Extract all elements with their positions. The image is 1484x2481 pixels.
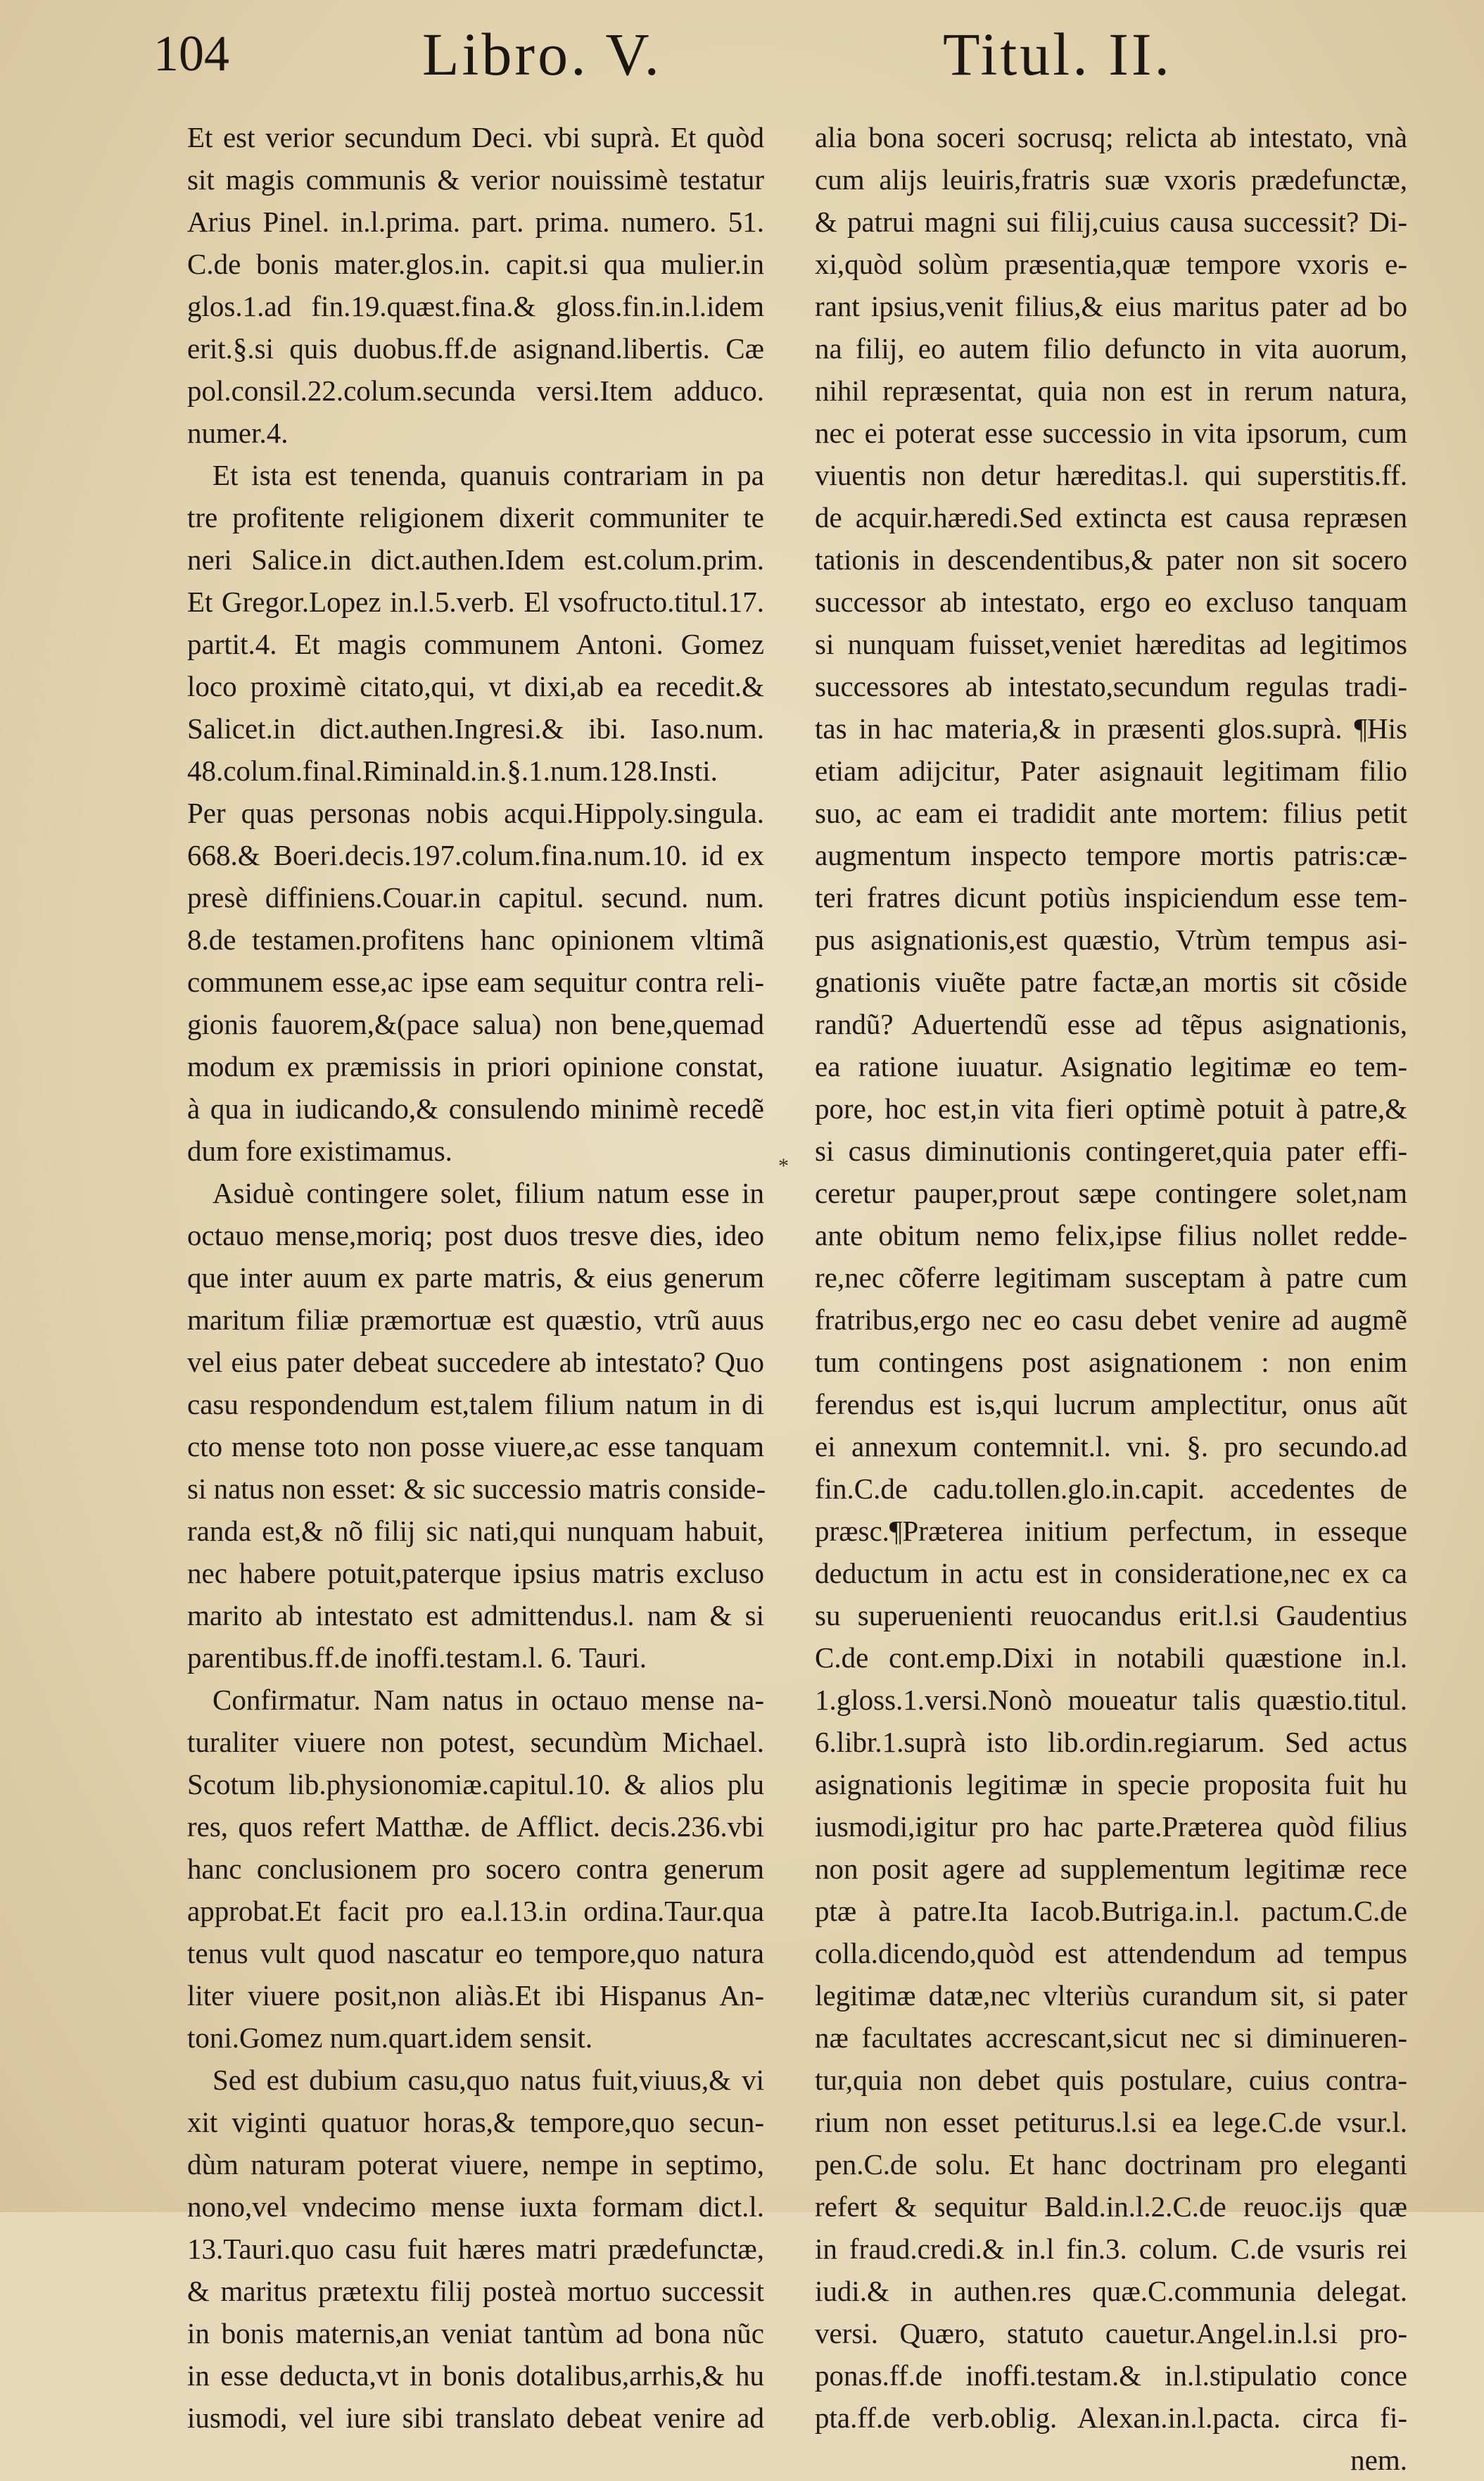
text-line: in fraud.credi.& in.l fin.3. colum. C.de vsuris rei xyxy=(815,2233,1407,2265)
text-line: Confirmatur. Nam natus in octauo mense na- xyxy=(213,1684,764,1716)
text-line: randũ? Aduertendũ esse ad tẽpus asignationis, xyxy=(815,1008,1407,1040)
text-line: dùm naturam poterat viuere, nempe in septimo, xyxy=(187,2148,764,2180)
text-line: Scotum lib.physionomiæ.capitul.10. & alios plu xyxy=(187,1768,764,1800)
text-line: fin.C.de cadu.tollen.glo.in.capit. accedentes de xyxy=(815,1472,1407,1505)
text-line: erit.§.si quis duobus.ff.de asignand.libertis. Cæ xyxy=(187,332,764,365)
running-header-title: Titul. II. xyxy=(943,20,1172,88)
text-line: successores ab intestato,secundum regulas tradi- xyxy=(815,670,1407,702)
text-line: toni.Gomez num.quart.idem sensit. xyxy=(187,2021,593,2054)
text-line: teri fratres dicunt potiùs inspiciendum esse tem- xyxy=(815,881,1407,914)
text-line: & maritus prætextu filij posteà mortuo successit xyxy=(187,2275,764,2307)
text-line: randa est,& nõ filij sic nati,qui nunquam habuit, xyxy=(187,1515,764,1547)
text-line: hanc conclusionem pro socero contra generum xyxy=(187,1852,764,1885)
text-line: pus asignationis,est quæstio, Vtrùm tempus asi- xyxy=(815,923,1407,956)
text-line: deductum in actu est in consideratione,nec ex ca xyxy=(815,1557,1407,1589)
text-line: neri Salice.in dict.authen.Idem est.colum.prim. xyxy=(187,543,764,576)
text-line: xi,quòd solùm præsentia,quæ tempore vxoris e- xyxy=(815,248,1407,280)
text-line: de acquir.hæredi.Sed extincta est causa repræsen xyxy=(815,501,1407,534)
text-line: tum contingens post asignationem : non enim xyxy=(815,1346,1407,1378)
text-line: pol.consil.22.colum.secunda versi.Item adduco. xyxy=(187,374,764,407)
text-line: Et ista est tenenda, quanuis contrariam in pa xyxy=(213,459,764,491)
text-line: tas in hac materia,& in præsenti glos.suprà. ¶His xyxy=(815,712,1407,745)
text-line: viuentis non detur hæreditas.l. qui superstitis.ff. xyxy=(815,459,1407,491)
text-line: legitimæ datæ,nec vlteriùs curandum sit, si pater xyxy=(815,1979,1407,2012)
text-line: nec ei poterat esse successio in vita ipsorum, cum xyxy=(815,417,1407,449)
text-line: maritum filiæ præmortuæ est quæstio, vtrũ auus xyxy=(187,1303,764,1336)
text-line: rant ipsius,venit filius,& eius maritus pater ad bo xyxy=(815,290,1407,322)
text-line: tur,quia non debet quis postulare, cuius contra- xyxy=(815,2064,1407,2096)
text-line: 48.colum.final.Riminald.in.§.1.num.128.Insti. xyxy=(187,755,718,787)
text-line: suo, ac eam ei tradidit ante mortem: filius petit xyxy=(815,797,1407,829)
text-line: 8.de testamen.profitens hanc opinionem vltimã xyxy=(187,923,764,956)
text-line: tre profitente religionem dixerit communiter te xyxy=(187,501,764,534)
text-line: à qua in iudicando,& consulendo minimè recedẽ xyxy=(187,1092,764,1125)
text-line: sit magis communis & verior nouissimè testatur xyxy=(187,163,764,196)
text-line: res, quos refert Matthæ. de Afflict. decis.236.vbi xyxy=(187,1810,764,1843)
text-line: casu respondendum est,talem filium natum in di xyxy=(187,1388,764,1420)
text-line: augmentum inspecto tempore mortis patris:cæ- xyxy=(815,839,1407,871)
text-line: parentibus.ff.de inoffi.testam.l. 6. Tauri. xyxy=(187,1641,647,1674)
text-line: si nunquam fuisset,veniet hæreditas ad legitimos xyxy=(815,628,1407,660)
text-line: Sed est dubium casu,quo natus fuit,viuus,& vi xyxy=(213,2064,764,2096)
text-line: iudi.& in authen.res quæ.C.communia delegat. xyxy=(815,2275,1407,2307)
page-number: 104 xyxy=(153,25,229,82)
text-line: numer.4. xyxy=(187,417,288,449)
text-line: næ facultates accrescant,sicut nec si diminueren- xyxy=(815,2021,1407,2054)
text-line: nec habere potuit,paterque ipsius matris excluso xyxy=(187,1557,764,1589)
text-line: partit.4. Et magis communem Antoni. Gomez xyxy=(187,628,764,660)
text-line: Salicet.in dict.authen.Ingresi.& ibi. Iaso.num. xyxy=(187,712,764,745)
text-line: liter viuere posit,non aliàs.Et ibi Hispanus An- xyxy=(187,1979,764,2012)
text-line: 668.& Boeri.decis.197.colum.fina.num.10. id ex xyxy=(187,839,764,871)
text-line: iusmodi, vel iure sibi translato debeat venire ad xyxy=(187,2401,764,2434)
text-line: pta.ff.de verb.oblig. Alexan.in.l.pacta. circa fi- xyxy=(815,2401,1407,2434)
running-header-book: Libro. V. xyxy=(422,20,663,88)
text-line: ptæ à patre.Ita Iacob.Butriga.in.l. pactum.C.de xyxy=(815,1895,1407,1927)
text-line: & patrui magni sui filij,cuius causa successit? Di- xyxy=(815,206,1407,238)
text-line: si natus non esset: & sic successio matris conside- xyxy=(187,1472,766,1505)
text-line: loco proximè citato,qui, vt dixi,ab ea recedit.& xyxy=(187,670,764,702)
text-line: tenus vult quod nascatur eo tempore,quo natura xyxy=(187,1937,764,1969)
text-line: ferendus est is,qui lucrum amplectitur, onus aũt xyxy=(815,1388,1407,1420)
text-line: su superuenienti reuocandus erit.l.si Gaudentius xyxy=(815,1599,1407,1631)
text-line: Et est verior secundum Deci. vbi suprà. Et quòd xyxy=(187,121,764,153)
text-line: si casus diminutionis contingeret,quia pater effi- xyxy=(815,1135,1407,1167)
text-line: 13.Tauri.quo casu fuit hæres matri prædefunctæ, xyxy=(187,2233,764,2265)
text-line: pore, hoc est,in vita fieri optimè potuit à patre,& xyxy=(815,1092,1407,1125)
text-line: iusmodi,igitur pro hac parte.Præterea quòd filius xyxy=(815,1810,1407,1843)
text-line: colla.dicendo,quòd est attendendum ad tempus xyxy=(815,1937,1407,1969)
text-line: ponas.ff.de inoffi.testam.& in.l.stipulatio conce xyxy=(815,2359,1407,2392)
text-line: cto mense toto non posse viuere,ac esse tanquam xyxy=(187,1430,764,1463)
text-line: in bonis maternis,an veniat tantùm ad bona nũc xyxy=(187,2317,764,2349)
text-line: etiam adijcitur, Pater asignauit legitimam filio xyxy=(815,755,1407,787)
text-line: ceretur pauper,prout sæpe contingere solet,nam xyxy=(815,1177,1407,1209)
text-line: turaliter viuere non potest, secundùm Michael. xyxy=(187,1726,764,1758)
text-line: successor ab intestato, ergo eo excluso tanquam xyxy=(815,586,1407,618)
text-line: glos.1.ad fin.19.quæst.fina.& gloss.fin.in.l.idem xyxy=(187,290,764,322)
text-line: na filij, eo autem filio defuncto in vita auorum, xyxy=(815,332,1407,365)
text-line: modum ex præmissis in priori opinione constat, xyxy=(187,1050,764,1082)
text-line: versi. Quæro, statuto cauetur.Angel.in.l.si pro- xyxy=(815,2317,1407,2349)
text-line: refert & sequitur Bald.in.l.2.C.de reuoc.ijs quæ xyxy=(815,2190,1407,2223)
text-line: rium non esset petiturus.l.si ea lege.C.de vsur.l. xyxy=(815,2106,1407,2138)
text-line: tationis in descendentibus,& pater non sit socero xyxy=(815,543,1407,576)
text-line: Arius Pinel. in.l.prima. part. prima. numero. 51. xyxy=(187,206,764,238)
text-line: re,nec cõferre legitimam susceptam à patre cum xyxy=(815,1261,1407,1294)
text-line: pen.C.de solu. Et hanc doctrinam pro eleganti xyxy=(815,2148,1407,2180)
text-line: Et Gregor.Lopez in.l.5.verb. El vsofructo.titul.17. xyxy=(187,586,764,618)
text-line: vel eius pater debeat succedere ab intestato? Quo xyxy=(187,1346,764,1378)
text-line: asignationis legitimæ in specie proposita fuit hu xyxy=(815,1768,1407,1800)
text-line: nem. xyxy=(1350,2444,1407,2476)
text-line: 1.gloss.1.versi.Nonò moueatur talis quæstio.titul. xyxy=(815,1684,1407,1716)
text-line: fratribus,ergo nec eo casu debet venire ad augmẽ xyxy=(815,1303,1407,1336)
text-line: que inter auum ex parte matris, & eius generum xyxy=(187,1261,764,1294)
right-text-column xyxy=(815,116,1407,2481)
text-line: xit viginti quatuor horas,& tempore,quo secun- xyxy=(187,2106,764,2138)
text-line: C.de cont.emp.Dixi in notabili quæstione in.l. xyxy=(815,1641,1407,1674)
text-line: præsc.¶Præterea initium perfectum, in esseque xyxy=(815,1515,1407,1547)
text-line: communem esse,ac ipse eam sequitur contra reli- xyxy=(187,966,764,998)
text-line: nihil repræsentat, quia non est in rerum natura, xyxy=(815,374,1407,407)
text-line: ante obitum nemo felix,ipse filius nollet redde- xyxy=(815,1219,1407,1251)
text-line: alia bona soceri socrusq; relicta ab intestato, vnà xyxy=(815,121,1407,153)
text-line: C.de bonis mater.glos.in. capit.si qua mulier.in xyxy=(187,248,764,280)
margin-asterisk: * xyxy=(778,1154,789,1178)
left-text-column xyxy=(187,116,764,2439)
text-line: gnationis viuẽte patre factæ,an mortis sit cõside xyxy=(815,966,1407,998)
text-line: approbat.Et facit pro ea.l.13.in ordina.Taur.qua xyxy=(187,1895,764,1927)
text-line: Per quas personas nobis acqui.Hippoly.singula. xyxy=(187,797,764,829)
text-line: octauo mense,moriq; post duos tresve dies, ideo xyxy=(187,1219,764,1251)
text-line: ei annexum contemnit.l. vni. §. pro secundo.ad xyxy=(815,1430,1407,1463)
text-line: gionis fauorem,&(pace salua) non bene,quemad xyxy=(187,1008,764,1040)
text-line: in esse deducta,vt in bonis dotalibus,arrhis,& hu xyxy=(187,2359,764,2392)
text-line: non posit agere ad supplementum legitimæ rece xyxy=(815,1852,1407,1885)
text-line: cum alijs leuiris,fratris suæ vxoris prædefunctæ, xyxy=(815,163,1407,196)
text-line: dum fore existimamus. xyxy=(187,1135,452,1167)
text-line: marito ab intestato est admittendus.l. nam & si xyxy=(187,1599,764,1631)
text-line: ea ratione iuuatur. Asignatio legitimæ eo tem- xyxy=(815,1050,1407,1082)
text-line: Asiduè contingere solet, filium natum esse in xyxy=(213,1177,764,1209)
text-line: presè diffiniens.Couar.in capitul. secund. num. xyxy=(187,881,764,914)
text-line: 6.libr.1.suprà isto lib.ordin.regiarum. Sed actus xyxy=(815,1726,1407,1758)
text-line: nono,vel vndecimo mense iuxta formam dict.l. xyxy=(187,2190,764,2223)
